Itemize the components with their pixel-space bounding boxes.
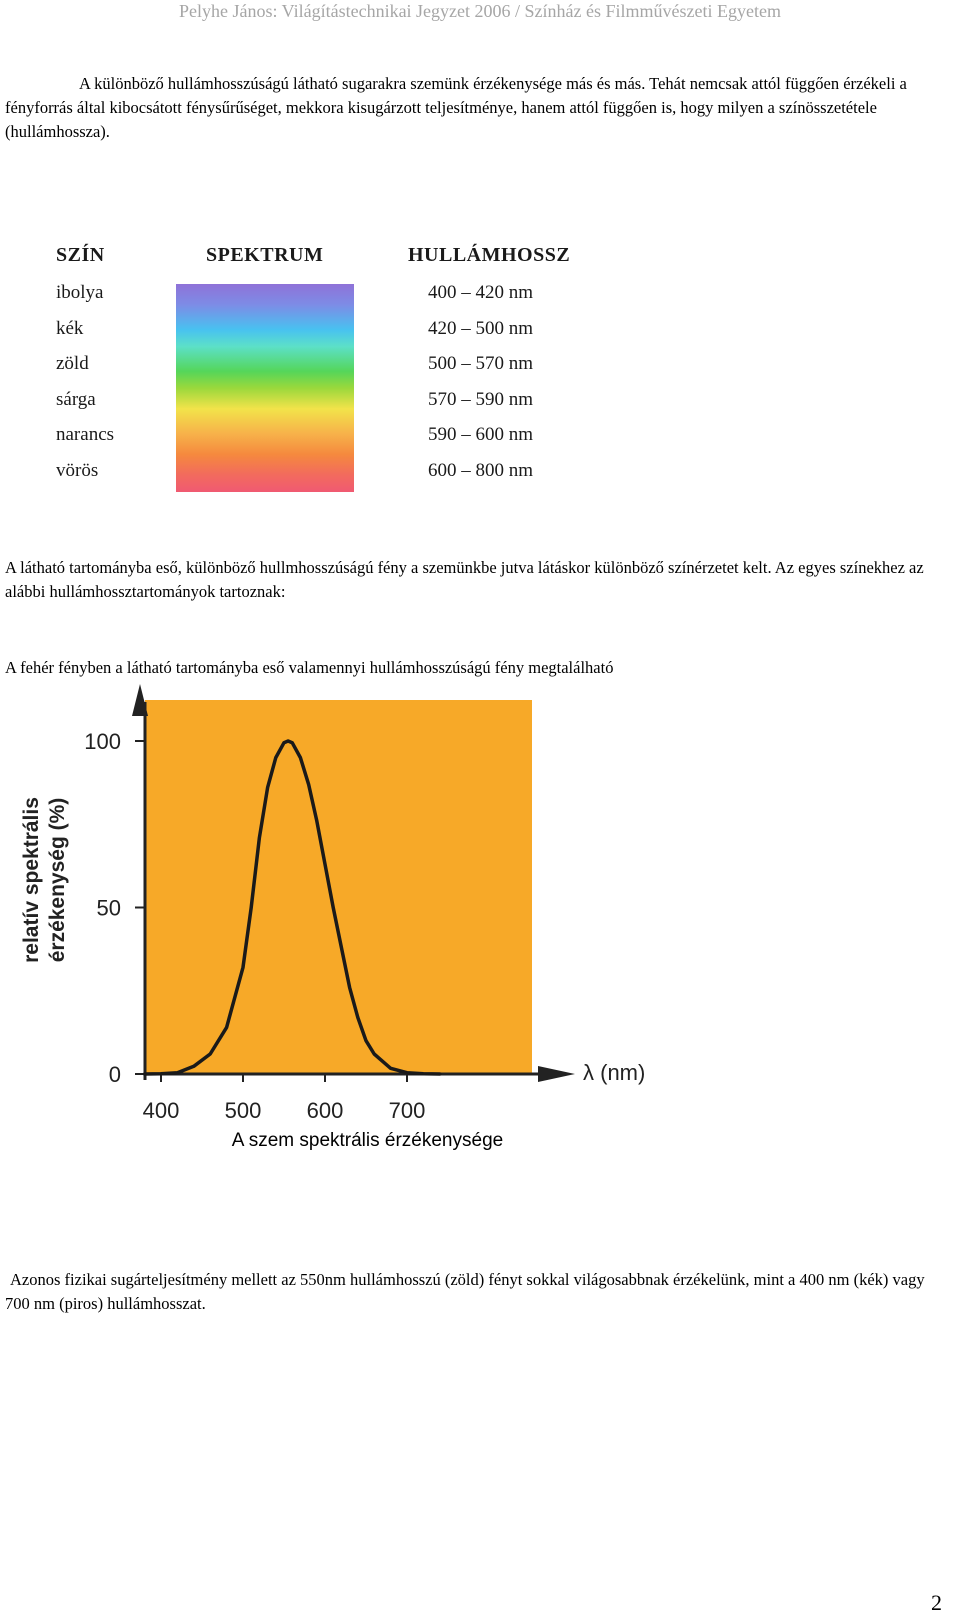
header-spectrum: SPEKTRUM [206,244,324,266]
page-number: 2 [931,1590,942,1615]
x-axis-label: λ (nm) [583,1060,646,1085]
y-axis-label-line-2: érzékenység (%) [46,797,69,963]
spectrum-row [46,318,636,354]
color-name: zöld [56,353,89,374]
header-color: SZÍN [56,244,105,266]
wavelength-paragraph: A látható tartományba eső, különböző hullmhosszúságú fény a szemünkbe jutva látáskor különböző színérzetet kelt. Az egyes színekhez az alábbi hullámhossztartományok tartoznak: [5,558,924,601]
x-tick-label: 400 [142,1098,180,1123]
page-header: Pelyhe János: Világítástechnikai Jegyzet 2006 / Színház és Filmművészeti Egyetem [179,1,781,21]
y-tick-label: 100 [84,729,121,754]
intro-paragraph: A különböző hullámhosszúságú látható sugarakra szemünk érzékenysége más és más. Tehát nemcsak attól függően érzékeli a fényforrás által kibocsátott fénysűrűséget, mekkora kisugárzott teljesítménye, hanem attól függően is, hogy milyen a színösszetétele (hullámhossza). [5,74,907,141]
spectrum-row [46,389,636,425]
color-name: kék [56,317,84,339]
wavelength-range: 500 – 570 nm [428,353,534,374]
color-name: vörös [56,459,99,481]
x-tick-label: 500 [224,1098,262,1123]
sensitivity-chart [0,680,700,1160]
x-axis-arrow [538,1066,575,1082]
color-name: ibolya [56,282,104,303]
y-tick-label: 50 [96,895,121,921]
spectrum-table [46,236,636,498]
wavelength-range: 400 – 420 nm [428,282,534,303]
color-name: sárga [56,388,96,410]
plot-background [145,700,532,1074]
spectrum-row [46,424,636,460]
wavelength-range: 590 – 600 nm [428,424,534,445]
wavelength-range: 600 – 800 nm [428,459,534,481]
y-axis-label-line-1: relatív spektrális [20,797,43,963]
x-tick-label: 600 [306,1098,344,1123]
color-name: narancs [56,424,115,445]
wavelength-range: 420 – 500 nm [428,317,534,339]
white-light-paragraph: A fehér fényben a látható tartományba eső valamennyi hullámhosszúságú fény megtalálható [5,658,614,677]
wavelength-range: 570 – 590 nm [428,388,534,410]
header-wavelength: HULLÁMHOSSZ [408,244,571,266]
spectrum-row [46,460,636,496]
conclusion-paragraph: Azonos fizikai sugárteljesítmény mellett az 550nm hullámhosszú (zöld) fényt sokkal világosabbnak érzékelünk, mint a 400 nm (kék) vagy 700 nm (piros) hullámhosszat. [5,1270,925,1313]
y-axis-label [20,797,69,963]
x-tick-label: 700 [388,1098,426,1123]
spectrum-rows [46,282,636,495]
y-tick-label: 0 [108,1062,121,1087]
spectrum-row [46,282,636,318]
spectrum-row [46,353,636,389]
chart-caption: A szem spektrális érzékenysége [231,1130,504,1151]
